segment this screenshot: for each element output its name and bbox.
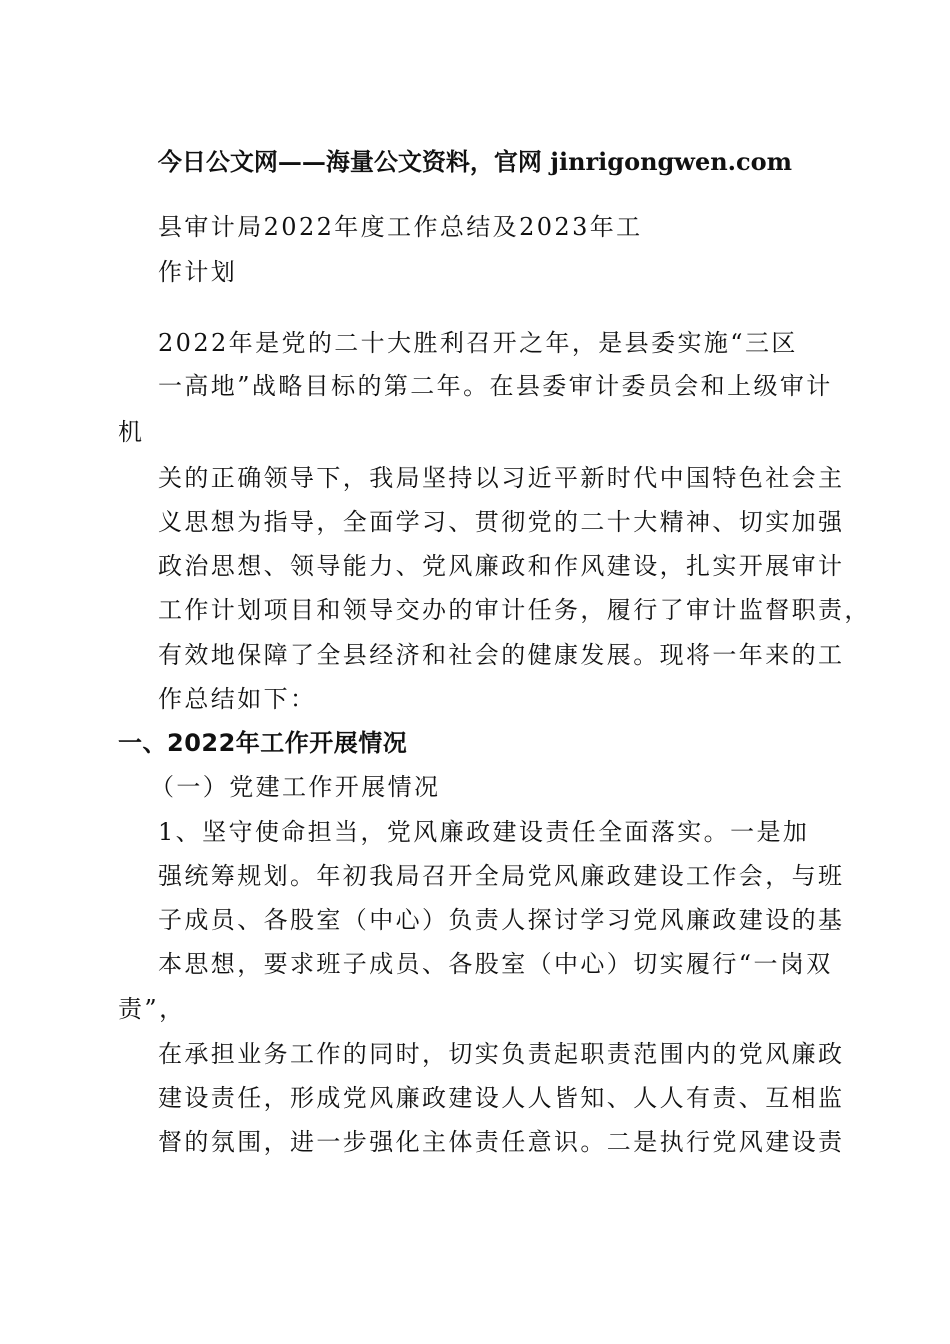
- paragraph-line: 责”，: [118, 995, 186, 1023]
- intro-line: 2022年是党的二十大胜利召开之年，是县委实施“三区: [158, 329, 798, 357]
- paragraph-line: 建设责任，形成党风廉政建设人人皆知、人人有责、互相监: [158, 1084, 845, 1112]
- paragraph-line: 强统筹规划。年初我局召开全局党风廉政建设工作会，与班: [158, 862, 845, 890]
- paragraph-line: 1、坚守使命担当，党风廉政建设责任全面落实。一是加: [158, 818, 810, 846]
- intro-line: 关的正确领导下，我局坚持以习近平新时代中国特色社会主: [158, 464, 845, 492]
- section-heading: 一、2022年工作开展情况: [118, 729, 408, 757]
- intro-line: 工作计划项目和领导交办的审计任务，履行了审计监督职责，: [158, 596, 871, 624]
- paragraph-line: 在承担业务工作的同时，切实负责起职责范围内的党风廉政: [158, 1040, 845, 1068]
- paragraph-line: 督的氛围，进一步强化主体责任意识。二是执行党风建设责: [158, 1128, 845, 1156]
- document-title-line-2: 作计划: [158, 258, 238, 286]
- intro-line: 作总结如下：: [158, 685, 317, 713]
- intro-line: 机: [118, 418, 145, 446]
- paragraph-line: 本思想，要求班子成员、各股室（中心）切实履行“一岗双: [158, 950, 833, 978]
- intro-line: 有效地保障了全县经济和社会的健康发展。现将一年来的工: [158, 641, 845, 669]
- site-banner: 今日公文网——海量公文资料，官网 jinrigongwen.com: [157, 147, 793, 176]
- paragraph-line: 子成员、各股室（中心）负责人探讨学习党风廉政建设的基: [158, 906, 845, 934]
- subsection-heading: （一）党建工作开展情况: [150, 773, 441, 801]
- document-title-line-1: 县审计局2022年度工作总结及2023年工: [158, 213, 643, 241]
- intro-line: 义思想为指导，全面学习、贯彻党的二十大精神、切实加强: [158, 508, 845, 536]
- intro-line: 一高地”战略目标的第二年。在县委审计委员会和上级审计: [158, 372, 833, 400]
- intro-line: 政治思想、领导能力、党风廉政和作风建设，扎实开展审计: [158, 552, 845, 580]
